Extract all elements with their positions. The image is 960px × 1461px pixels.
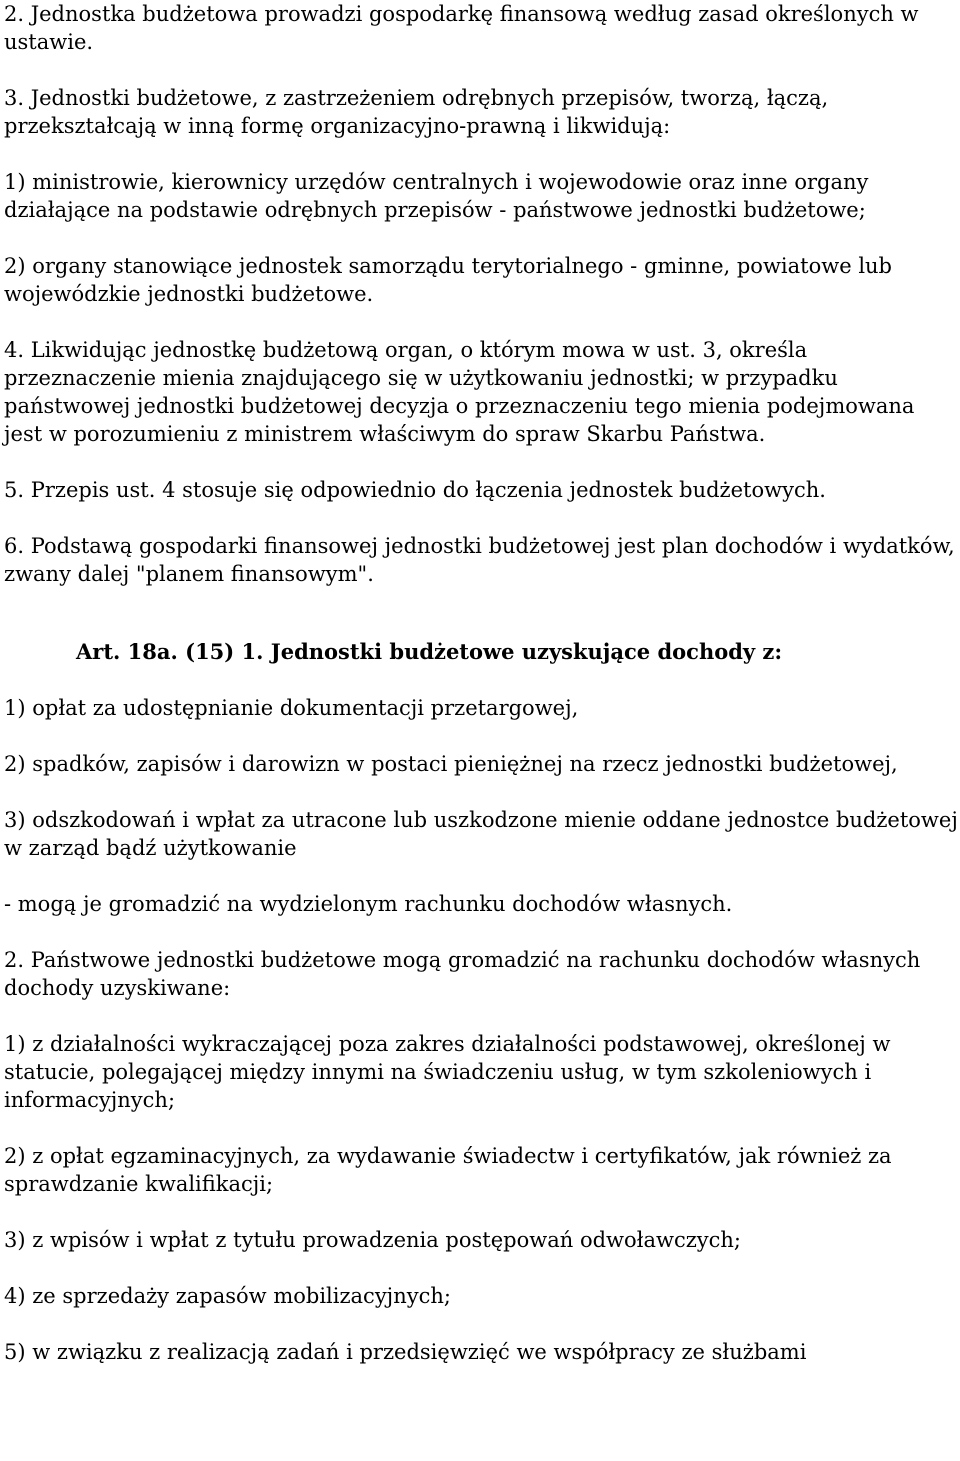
paragraph-2: 2. Jednostka budżetowa prowadzi gospodarkę finansową według zasad określonych w ustawie.	[4, 2, 919, 54]
document-body	[4, 0, 958, 1394]
article-item-1: 1) opłat za udostępnianie dokumentacji przetargowej,	[4, 696, 579, 720]
paragraph-6: 6. Podstawą gospodarki finansowej jednostki budżetowej jest plan dochodów i wydatków, zwany dalej "planem finansowym".	[4, 534, 955, 586]
paragraph-3-item-2: 2) organy stanowiące jednostek samorządu terytorialnego - gminne, powiatowe lub wojewódzkie jednostki budżetowe.	[4, 254, 892, 306]
paragraph-5: 5. Przepis ust. 4 stosuje się odpowiednio do łączenia jednostek budżetowych.	[4, 478, 826, 502]
paragraph-3-item-1: 1) ministrowie, kierownicy urzędów centralnych i wojewodowie oraz inne organy działające na podstawie odrębnych przepisów - państwowe jednostki budżetowe;	[4, 170, 869, 222]
article-section-2-item-4: 4) ze sprzedaży zapasów mobilizacyjnych;	[4, 1284, 451, 1308]
article-section-2: 2. Państwowe jednostki budżetowe mogą gromadzić na rachunku dochodów własnych dochody uzyskiwane:	[4, 948, 921, 1000]
article-conclusion: - mogą je gromadzić na wydzielonym rachunku dochodów własnych.	[4, 892, 733, 916]
article-item-2: 2) spadków, zapisów i darowizn w postaci pieniężnej na rzecz jednostki budżetowej,	[4, 752, 898, 776]
article-item-3: 3) odszkodowań i wpłat za utracone lub uszkodzone mienie oddane jednostce budżetowej w zarząd bądź użytkowanie	[4, 808, 958, 860]
paragraph-3: 3. Jednostki budżetowe, z zastrzeżeniem odrębnych przepisów, tworzą, łączą, przekształcają w inną formę organizacyjno-prawną i likwidują:	[4, 86, 829, 138]
paragraph-4: 4. Likwidując jednostkę budżetową organ, o którym mowa w ust. 3, określa przeznaczenie mienia znajdującego się w użytkowaniu jednostki; w przypadku państwowej jednostki budżetowej decyzja o przeznaczeniu tego mienia podejmowana jest w porozumieniu z ministrem właściwym do spraw Skarbu Państwa.	[4, 338, 915, 446]
article-section-2-item-3: 3) z wpisów i wpłat z tytułu prowadzenia postępowań odwoławczych;	[4, 1228, 741, 1252]
article-heading: Art. 18a. (15) 1. Jednostki budżetowe uzyskujące dochody z:	[76, 639, 783, 664]
article-section-2-item-2: 2) z opłat egzaminacyjnych, za wydawanie świadectw i certyfikatów, jak również za sprawdzanie kwalifikacji;	[4, 1144, 892, 1196]
article-section-2-item-5: 5) w związku z realizacją zadań i przedsięwzięć we współpracy ze służbami	[4, 1340, 807, 1364]
article-section-2-item-1: 1) z działalności wykraczającej poza zakres działalności podstawowej, określonej w statucie, polegającej między innymi na świadczeniu usług, w tym szkoleniowych i informacyjnych;	[4, 1032, 891, 1112]
